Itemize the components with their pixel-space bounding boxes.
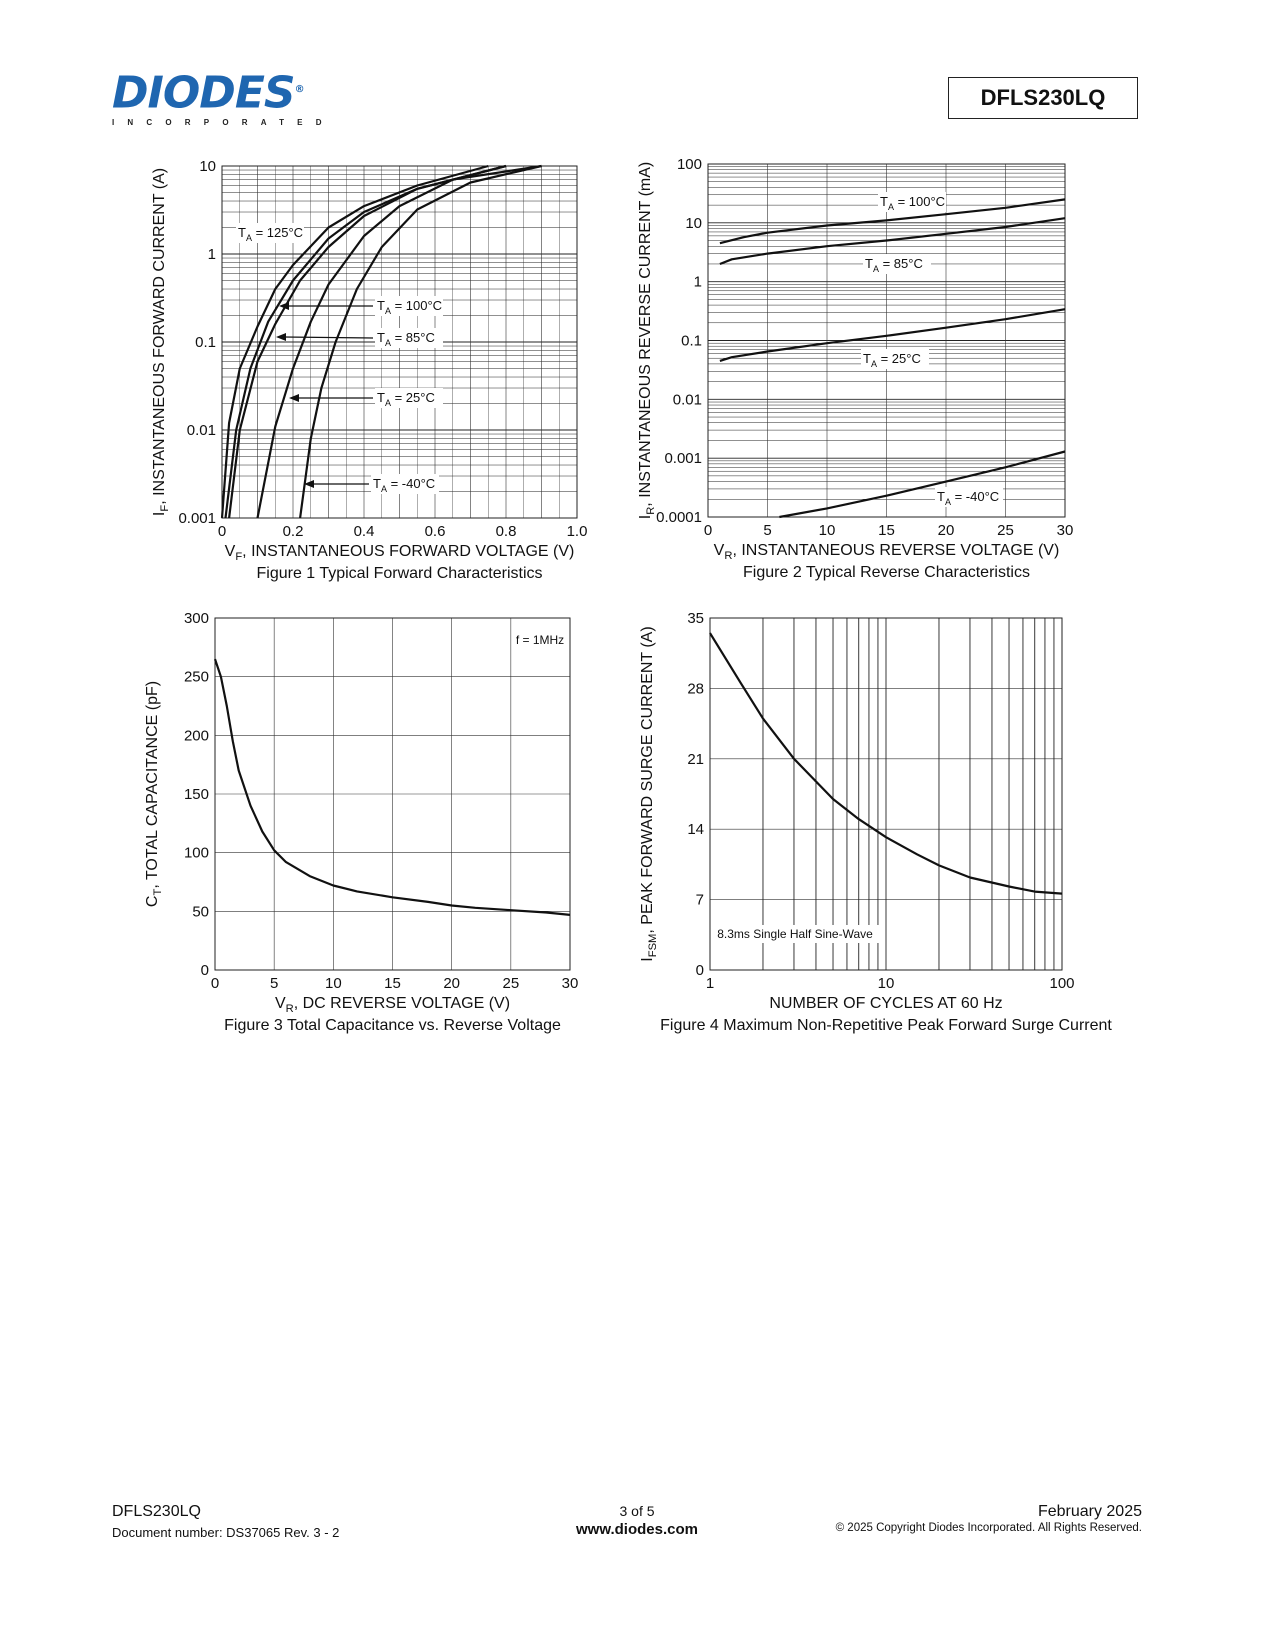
label-arrow-head — [276, 333, 286, 341]
x-tick-label: 15 — [384, 975, 401, 992]
x-tick-label: 0.2 — [282, 523, 304, 540]
label-arrow-line — [284, 337, 373, 338]
y-tick-label: 300 — [183, 610, 209, 627]
y-axis-label: $I_F$, INSTANTANEOUS FORWARD CURRENT (A) — [151, 167, 171, 517]
y-tick-label: 0.001 — [664, 450, 702, 468]
series-label: $T_A = 125^\circ C$ — [238, 225, 304, 243]
y-tick-label: 50 — [192, 903, 209, 921]
y-tick-label: 1 — [693, 273, 702, 291]
y-tick-label: 1 — [207, 246, 216, 263]
series-label: $T_A = -40^\circ C$ — [373, 476, 436, 494]
x-axis-label: NUMBER OF CYCLES AT 60 Hz — [769, 995, 1003, 1012]
part-number-box: DFLS230LQ — [948, 77, 1138, 119]
footer-part: DFLS230LQ — [112, 1503, 201, 1520]
x-tick-label: 0.8 — [495, 523, 517, 540]
x-tick-label: 10 — [324, 975, 342, 992]
y-tick-label: 100 — [183, 844, 209, 862]
y-tick-label: 250 — [183, 668, 209, 686]
y-tick-label: 0.1 — [195, 334, 216, 351]
y-tick-label: 0 — [695, 962, 704, 979]
y-tick-label: 28 — [687, 680, 704, 698]
x-tick-label: 20 — [443, 975, 461, 992]
y-tick-label: 0.0001 — [656, 509, 702, 526]
x-tick-label: 15 — [878, 522, 895, 539]
y-tick-label: 35 — [687, 610, 704, 627]
series-label: $T_A = -40^\circ C$ — [937, 489, 1000, 507]
y-axis-label: $I_{FSM}$, PEAK FORWARD SURGE CURRENT (A) — [639, 626, 659, 962]
series-label: $T_A = 25^\circ C$ — [377, 390, 435, 408]
y-tick-label: 150 — [183, 786, 209, 803]
figure-caption: Figure 3 Total Capacitance vs. Reverse Voltage — [224, 1017, 561, 1034]
x-tick-label: 25 — [997, 522, 1014, 539]
y-tick-label: 200 — [183, 727, 209, 745]
series-label: $T_A = 100^\circ C$ — [880, 194, 946, 212]
x-tick-label: 25 — [502, 975, 520, 992]
footer-doc-number: Document number: DS37065 Rev. 3 - 2 — [112, 1525, 340, 1540]
y-tick-label: 0.01 — [186, 422, 216, 439]
footer-website-link[interactable]: www.diodes.com — [576, 1521, 698, 1538]
x-tick-label: 0.4 — [353, 523, 375, 540]
y-tick-label: 21 — [687, 750, 704, 768]
annotation-text: f = 1MHz — [515, 633, 565, 647]
x-axis-label: $V_R$, DC REVERSE VOLTAGE (V) — [274, 995, 511, 1015]
x-tick-label: 0 — [210, 975, 220, 992]
series-label: $T_A = 85^\circ C$ — [377, 330, 435, 348]
y-axis-label: $I_R$, INSTANTANEOUS REVERSE CURRENT (mA) — [637, 161, 657, 520]
figure-4-chart — [625, 605, 1125, 1045]
x-axis-label: $V_R$, INSTANTANEOUS REVERSE VOLTAGE (V) — [713, 542, 1060, 562]
x-tick-label: 1.0 — [566, 523, 588, 540]
y-tick-label: 14 — [687, 821, 704, 839]
x-tick-label: 30 — [561, 975, 579, 992]
x-axis-label: $V_F$, INSTANTANEOUS FORWARD VOLTAGE (V) — [224, 543, 575, 563]
figure-caption: Figure 2 Typical Reverse Characteristics — [743, 564, 1030, 581]
figure-1-chart — [140, 150, 610, 590]
footer-date: February 2025 — [1037, 1503, 1142, 1520]
x-tick-label: 30 — [1056, 522, 1074, 539]
label-arrow-head — [289, 394, 299, 402]
diodes-logo — [112, 67, 335, 127]
logo-subtitle: INCORPORATED — [112, 117, 335, 127]
series-label: $T_A = 100^\circ C$ — [377, 298, 443, 316]
y-axis-label: $C_T$, TOTAL CAPACITANCE (pF) — [144, 680, 164, 908]
x-tick-label: 100 — [1049, 975, 1075, 992]
footer-page: 3 of 5 — [619, 1503, 655, 1519]
y-tick-label: 0.001 — [178, 510, 216, 527]
y-tick-label: 0.1 — [681, 332, 702, 350]
annotation-text: 8.3ms Single Half Sine-Wave — [717, 927, 873, 941]
x-tick-label: 20 — [937, 522, 955, 539]
x-tick-label: 0 — [217, 523, 227, 540]
x-tick-label: 0.6 — [424, 523, 446, 540]
logo-text: DIODES — [112, 67, 295, 119]
series-label: $T_A = 85^\circ C$ — [865, 256, 923, 274]
logo-registered-mark: ® — [294, 84, 304, 95]
x-tick-label: 5 — [269, 975, 279, 992]
x-tick-label: 0 — [703, 522, 713, 539]
x-tick-label: 10 — [877, 975, 895, 992]
figure-caption: Figure 1 Typical Forward Characteristics — [256, 565, 543, 582]
x-tick-label: 1 — [705, 975, 715, 992]
figure-2-chart — [625, 150, 1095, 590]
figure-caption: Figure 4 Maximum Non-Repetitive Peak Forward Surge Current — [660, 1017, 1112, 1034]
y-tick-label: 10 — [685, 214, 702, 232]
series-line — [779, 452, 1065, 518]
figure-3-chart — [140, 605, 610, 1045]
y-tick-label: 0.01 — [672, 391, 702, 409]
y-tick-label: 100 — [676, 156, 702, 173]
y-tick-label: 7 — [695, 891, 704, 909]
series-label: $T_A = 25^\circ C$ — [863, 351, 921, 369]
footer-copyright: © 2025 Copyright Diodes Incorporated. All Rights Reserved. — [835, 1522, 1142, 1534]
x-tick-label: 10 — [818, 522, 836, 539]
y-tick-label: 0 — [200, 962, 209, 979]
x-tick-label: 5 — [763, 522, 772, 539]
y-tick-label: 10 — [199, 158, 216, 175]
